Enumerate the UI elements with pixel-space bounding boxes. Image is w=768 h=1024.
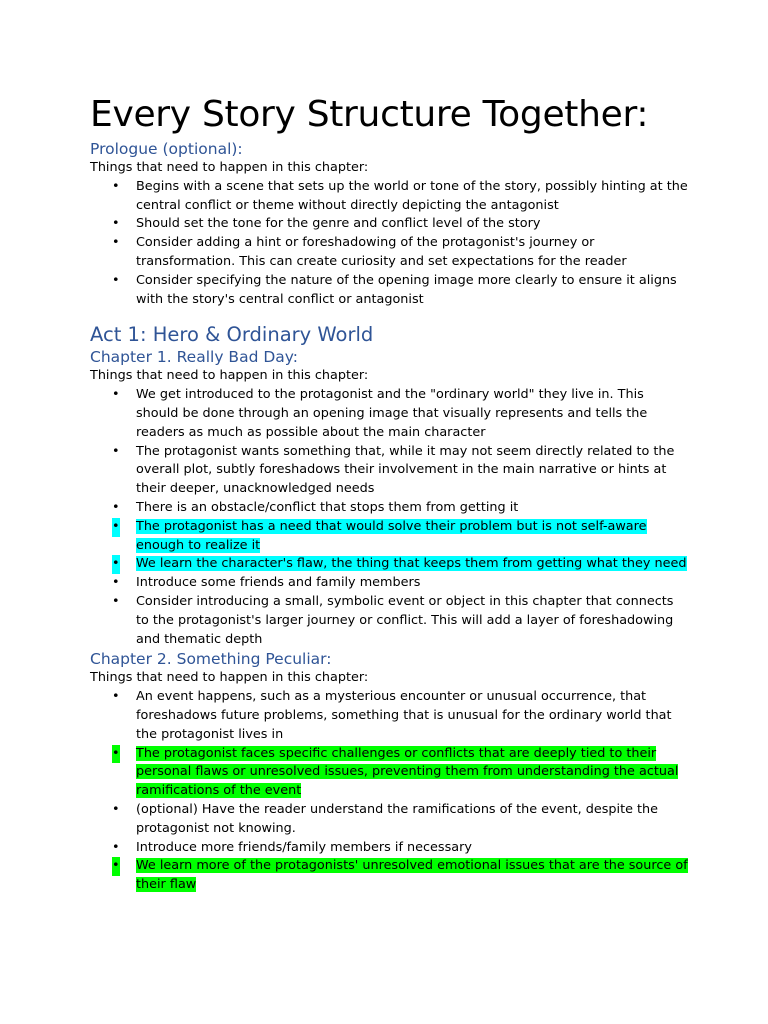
list-item [90, 555, 690, 574]
bullet-icon: • [112, 178, 120, 194]
prologue-intro: Things that need to happen in this chapter: [90, 160, 369, 175]
list-item-text: There is an obstacle/conflict that stops them from getting it [136, 499, 519, 515]
bullet-icon: • [112, 575, 120, 591]
list-item-text: We learn more of the protagonists' unresolved emotional issues that are the source of their flaw [136, 858, 688, 893]
list-item-text: Consider introducing a small, symbolic event or object in this chapter that connects to the protagonist's larger journey or conflict. This will add a layer of foreshadowing and thematic depth [136, 593, 674, 647]
bullet-icon: • [112, 857, 120, 876]
document-title: Every Story Structure Together: [90, 94, 649, 135]
chapter1-list [90, 386, 690, 649]
list-item [90, 518, 690, 556]
bullet-icon: • [112, 689, 120, 705]
list-item [90, 272, 690, 310]
act1-heading: Act 1: Hero & Ordinary World [90, 323, 374, 347]
list-item [90, 234, 690, 272]
bullet-icon: • [112, 839, 120, 855]
chapter1-heading: Chapter 1. Really Bad Day: [90, 348, 299, 367]
list-item [90, 745, 690, 801]
bullet-icon: • [112, 518, 120, 537]
list-item [90, 801, 690, 839]
list-item [90, 688, 690, 744]
list-item-text: An event happens, such as a mysterious encounter or unusual occurrence, that foreshadows future problems, something that is unusual for the ordinary world that the protagonist lives in [136, 689, 672, 742]
bullet-icon: • [112, 443, 120, 459]
list-item [90, 499, 690, 518]
list-item-text: The protagonist faces specific challenges or conflicts that are deeply tied to their personal flaws or unresolved issues, preventing them from understanding the actual ramifications of the event [136, 745, 679, 799]
list-item-text: Should set the tone for the genre and conflict level of the story [136, 216, 541, 232]
list-item-text: The protagonist wants something that, while it may not seem directly related to the overall plot, subtly foreshadows their involvement in the main narrative or hints at their deeper, unacknowledged needs [136, 443, 675, 497]
list-item [90, 178, 690, 216]
prologue-heading: Prologue (optional): [90, 140, 243, 158]
list-item-text: Consider adding a hint or foreshadowing of the protagonist's journey or transformation. This can create curiosity and set expectations for the reader [136, 235, 627, 269]
chapter1-intro: Things that need to happen in this chapter: [90, 368, 369, 384]
list-item [90, 857, 690, 895]
list-item [90, 215, 690, 234]
bullet-icon: • [112, 499, 120, 515]
list-item [90, 839, 690, 858]
list-item-text: Begins with a scene that sets up the world or tone of the story, possibly hinting at the central conflict or theme without directly depicting the antagonist [136, 178, 688, 213]
list-item-text: We learn the character's flaw, the thing that keeps them from getting what they need [136, 556, 687, 572]
list-item-text: Consider specifying the nature of the opening image more clearly to ensure it aligns with the story's central conflict or antagonist [136, 272, 677, 307]
bullet-icon: • [112, 593, 120, 609]
list-item [90, 574, 690, 593]
chapter2-heading: Chapter 2. Something Peculiar: [90, 650, 332, 669]
list-item [90, 593, 690, 649]
list-item-text: Introduce some friends and family members [136, 575, 421, 591]
bullet-icon: • [112, 745, 120, 764]
bullet-icon: • [112, 555, 120, 574]
bullet-icon: • [112, 272, 120, 288]
bullet-icon: • [112, 216, 120, 232]
chapter2-intro: Things that need to happen in this chapter: [90, 670, 369, 686]
document-content [90, 94, 690, 895]
list-item-text: The protagonist has a need that would solve their problem but is not self-aware enough to realize it [136, 518, 647, 553]
bullet-icon: • [112, 235, 120, 251]
list-item [90, 386, 690, 442]
list-item-text: Introduce more friends/family members if necessary [136, 839, 472, 855]
chapter2-list [90, 688, 690, 895]
bullet-icon: • [112, 801, 120, 817]
list-item-text: (optional) Have the reader understand the ramifications of the event, despite the protagonist not knowing. [136, 801, 659, 836]
bullet-icon: • [112, 387, 120, 403]
list-item-text: We get introduced to the protagonist and the "ordinary world" they live in. This should be done through an opening image that visually represents and tells the readers as much as possible about the main character [136, 387, 648, 440]
list-item [90, 443, 690, 499]
prologue-list [90, 178, 690, 310]
